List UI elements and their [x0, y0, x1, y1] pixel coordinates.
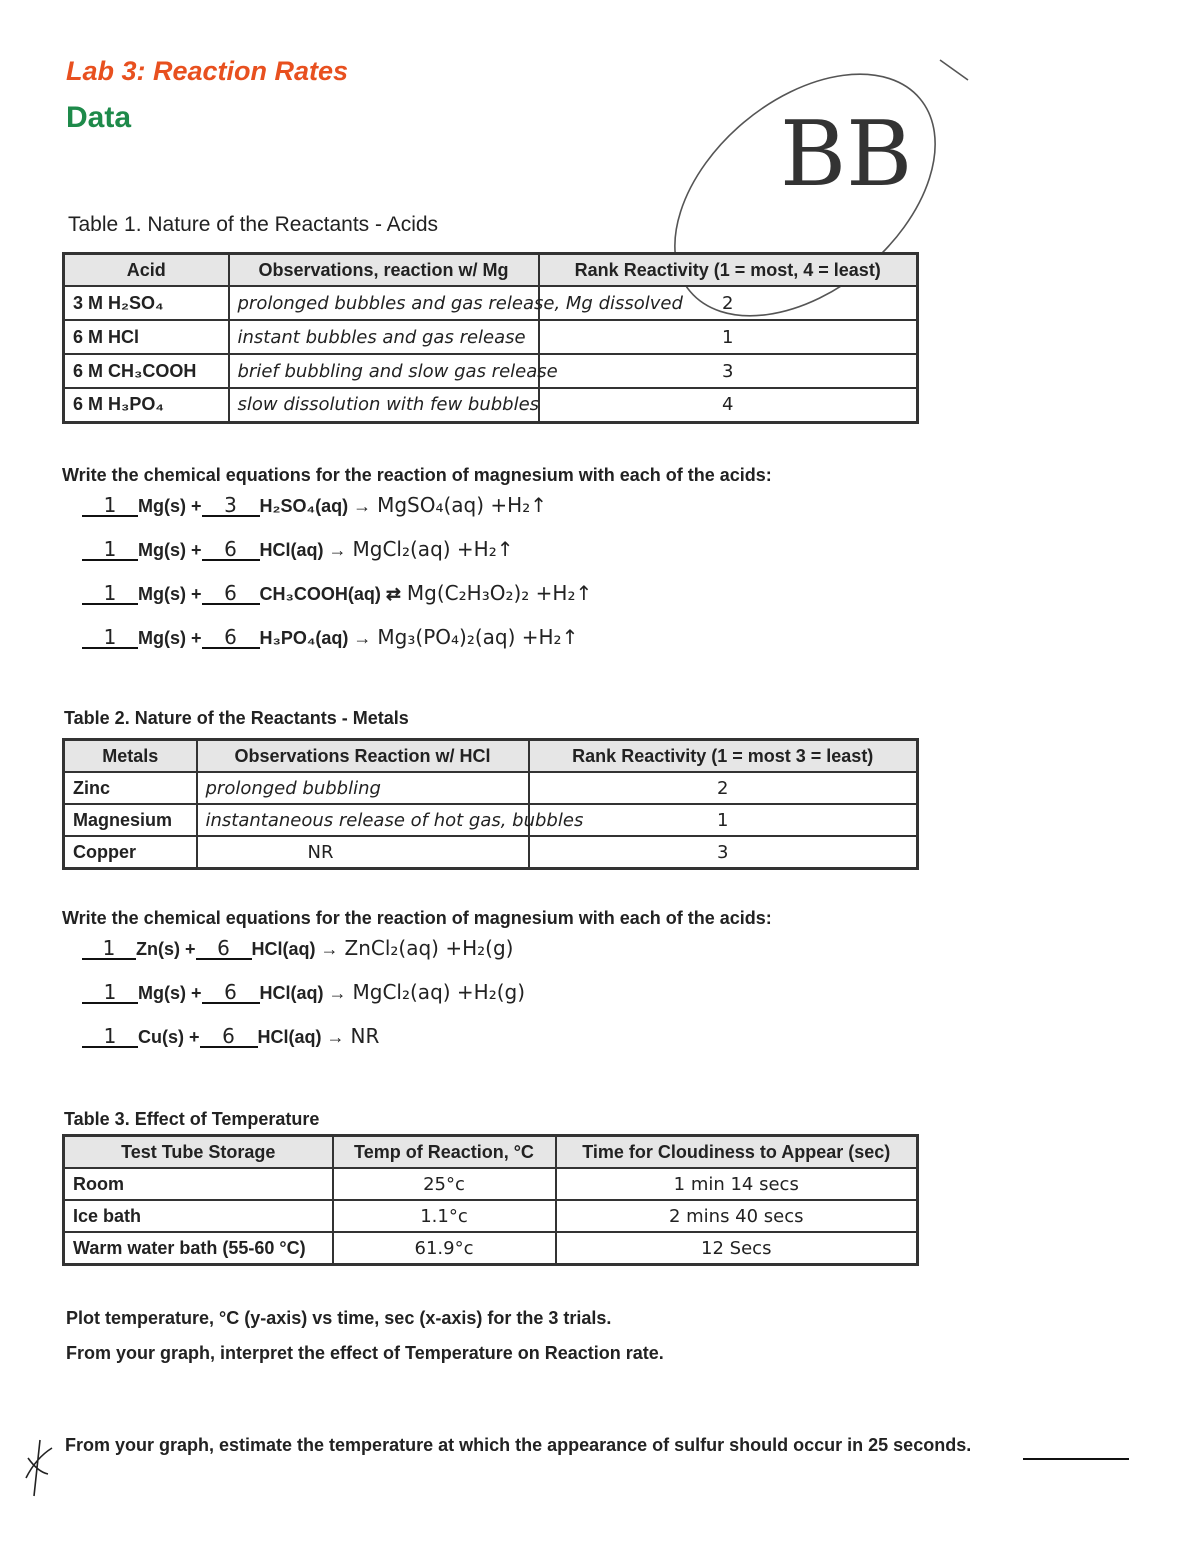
observation-cell: instantaneous release of hot gas, bubbles	[197, 804, 529, 836]
table2-header-metals: Metals	[64, 740, 197, 773]
acid-cell: 6 M H₃PO₄	[64, 388, 229, 422]
table-row	[64, 1168, 918, 1200]
coefficient-blank: 1	[82, 539, 138, 561]
coefficient-blank: 1	[82, 938, 136, 960]
acid-cell: 6 M HCl	[64, 320, 229, 354]
reactant-text: Cu(s) +	[138, 1027, 200, 1047]
coefficient-blank: 6	[202, 539, 260, 561]
reactant-text: CH₃COOH(aq) ⇄	[259, 584, 401, 604]
time-cell: 2 mins 40 secs	[556, 1200, 918, 1232]
table3-header-storage: Test Tube Storage	[64, 1136, 333, 1169]
coefficient-blank: 6	[196, 938, 252, 960]
table1-header-rank: Rank Reactivity (1 = most, 4 = least)	[539, 254, 918, 287]
product-text: Mg(C₂H₃O₂)₂ +H₂↑	[406, 581, 593, 605]
observation-cell: slow dissolution with few bubbles	[229, 388, 539, 422]
temp-cell: 61.9°c	[333, 1232, 556, 1265]
reactant-text: H₃PO₄(aq) →	[259, 628, 372, 648]
equation-line	[82, 1024, 379, 1048]
product-text: MgSO₄(aq) +H₂↑	[377, 493, 547, 517]
equation-line	[82, 980, 525, 1004]
table1-header-acid: Acid	[64, 254, 229, 287]
observation-cell: brief bubbling and slow gas release	[229, 354, 539, 388]
observation-cell: NR	[197, 836, 529, 869]
reactant-text: Zn(s) +	[136, 939, 196, 959]
estimate-question: From your graph, estimate the temperature at which the appearance of sulfur should occur in 25 seconds.	[65, 1435, 972, 1455]
table2-header-rank: Rank Reactivity (1 = most 3 = least)	[529, 740, 918, 773]
table1-caption: Table 1. Nature of the Reactants - Acids	[68, 213, 439, 236]
reactant-text: Mg(s) +	[138, 584, 202, 604]
table-row	[64, 772, 918, 804]
table-row	[64, 804, 918, 836]
product-text: ZnCl₂(aq) +H₂(g)	[344, 936, 514, 960]
metal-cell: Zinc	[64, 772, 197, 804]
time-cell: 1 min 14 secs	[556, 1168, 918, 1200]
reactant-text: Mg(s) +	[138, 496, 202, 516]
equation-line	[82, 537, 514, 561]
table3-header-temp: Temp of Reaction, °C	[333, 1136, 556, 1169]
reactant-text: HCl(aq) →	[257, 1027, 345, 1047]
coefficient-blank: 6	[202, 627, 260, 649]
acid-equations-prompt: Write the chemical equations for the reaction of magnesium with each of the acids:	[62, 465, 772, 485]
coefficient-blank: 1	[82, 495, 138, 517]
observation-cell: instant bubbles and gas release	[229, 320, 539, 354]
temp-cell: 25°c	[333, 1168, 556, 1200]
rank-cell: 4	[539, 388, 918, 422]
rank-cell: 2	[529, 772, 918, 804]
observation-cell: prolonged bubbling	[197, 772, 529, 804]
coefficient-blank: 6	[202, 583, 260, 605]
equation-line	[82, 936, 513, 960]
metal-cell: Copper	[64, 836, 197, 869]
reactant-text: HCl(aq) →	[259, 540, 347, 560]
table-row	[64, 354, 918, 388]
coefficient-blank: 3	[202, 495, 260, 517]
reactant-text: HCl(aq) →	[251, 939, 339, 959]
plot-question: Plot temperature, °C (y-axis) vs time, sec (x-axis) for the 3 trials.	[66, 1308, 612, 1328]
storage-cell: Warm water bath (55-60 °C)	[64, 1232, 333, 1265]
acid-cell: 3 M H₂SO₄	[64, 286, 229, 320]
metal-equations-prompt: Write the chemical equations for the reaction of magnesium with each of the acids:	[62, 908, 772, 928]
coefficient-blank: 1	[82, 627, 138, 649]
equation-line	[82, 581, 592, 605]
interpret-question: From your graph, interpret the effect of Temperature on Reaction rate.	[66, 1343, 664, 1363]
table2-caption: Table 2. Nature of the Reactants - Metals	[64, 708, 409, 728]
annotation-text: BB	[780, 102, 913, 207]
observation-cell: prolonged bubbles and gas release, Mg dissolved	[229, 286, 539, 320]
equation-line	[82, 493, 547, 517]
product-text: MgCl₂(aq) +H₂(g)	[352, 980, 526, 1004]
lab-title: Lab 3: Reaction Rates	[66, 56, 349, 86]
table-row	[64, 286, 918, 320]
equation-line	[82, 625, 578, 649]
table-row	[64, 388, 918, 422]
table-row	[64, 836, 918, 869]
rank-cell: 3	[539, 354, 918, 388]
storage-cell: Room	[64, 1168, 333, 1200]
rank-cell: 1	[529, 804, 918, 836]
coefficient-blank: 1	[82, 982, 138, 1004]
metal-cell: Magnesium	[64, 804, 197, 836]
table1-acids	[62, 252, 919, 424]
rank-cell: 2	[539, 286, 918, 320]
table2-header-observations: Observations Reaction w/ HCl	[197, 740, 529, 773]
estimate-answer-line[interactable]	[1023, 1458, 1129, 1460]
product-text: MgCl₂(aq) +H₂↑	[352, 537, 514, 561]
table-row	[64, 1232, 918, 1265]
reactant-text: Mg(s) +	[138, 540, 202, 560]
table-row	[64, 320, 918, 354]
check-scribble-icon	[22, 1438, 58, 1500]
table2-metals	[62, 738, 919, 870]
rank-cell: 1	[539, 320, 918, 354]
reactant-text: Mg(s) +	[138, 983, 202, 1003]
data-heading: Data	[66, 101, 132, 134]
storage-cell: Ice bath	[64, 1200, 333, 1232]
rank-cell: 3	[529, 836, 918, 869]
temp-cell: 1.1°c	[333, 1200, 556, 1232]
table3-temperature	[62, 1134, 919, 1266]
coefficient-blank: 1	[82, 1026, 138, 1048]
coefficient-blank: 1	[82, 583, 138, 605]
acid-cell: 6 M CH₃COOH	[64, 354, 229, 388]
reactant-text: Mg(s) +	[138, 628, 202, 648]
table-row	[64, 1200, 918, 1232]
coefficient-blank: 6	[200, 1026, 258, 1048]
reactant-text: HCl(aq) →	[259, 983, 347, 1003]
table3-caption: Table 3. Effect of Temperature	[64, 1109, 320, 1129]
table3-header-time: Time for Cloudiness to Appear (sec)	[556, 1136, 918, 1169]
product-text: Mg₃(PO₄)₂(aq) +H₂↑	[377, 625, 579, 649]
product-text: NR	[350, 1024, 380, 1048]
reactant-text: H₂SO₄(aq) →	[259, 496, 372, 516]
table1-header-observations: Observations, reaction w/ Mg	[229, 254, 539, 287]
time-cell: 12 Secs	[556, 1232, 918, 1265]
coefficient-blank: 6	[202, 982, 260, 1004]
